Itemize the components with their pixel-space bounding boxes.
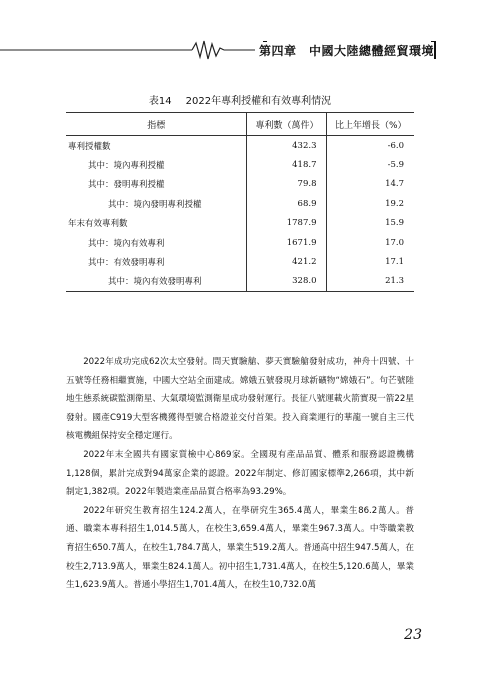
column-header: 指標 bbox=[66, 113, 247, 136]
row-yoy: -6.0 bbox=[327, 136, 414, 156]
paragraph: 2022年研究生教育招生124.2萬人，在學研究生365.4萬人，畢業生86.2萬人。普通、職業本專科招生1,014.5萬人，在校生3,659.4萬人，畢業生967.3萬人。中等職業教育招生650.7萬人，在校生1,784.7萬人，畢業生519.2萬人。普通高中招生947.5萬人，在校生2,713.9萬人，畢業生824.1萬人。初中招生1,731.4萬人，在校生5,120.6萬人，畢業生1,623.9萬人。普通小學招生1,701.4萬人，在校生10,732.0萬 bbox=[66, 505, 414, 591]
table-title: 2022年專利授權和有效專利情況 bbox=[185, 96, 332, 107]
paragraph: 2022年末全國共有國家質檢中心869家。全國現有產品品質、體系和服務認證機構1,128個，累計完成對94萬家企業的認證。2022年制定、修訂國家標準2,266項，其中新制定1,382項。2022年製造業產品品質合格率為93.29%。 bbox=[66, 449, 414, 498]
table-row bbox=[66, 155, 414, 174]
row-yoy: 19.2 bbox=[327, 194, 414, 213]
page-number: 23 bbox=[404, 627, 422, 643]
row-label: 其中：境內有效發明專利 bbox=[66, 272, 247, 292]
table-row bbox=[66, 214, 414, 233]
row-value: 68.9 bbox=[247, 194, 327, 213]
row-value: 432.3 bbox=[247, 136, 327, 156]
row-label: 其中：境內有效專利 bbox=[88, 238, 165, 249]
table-row bbox=[66, 136, 414, 156]
table-caption bbox=[0, 92, 480, 107]
row-label: 專利授權數 bbox=[68, 141, 111, 152]
column-header: 比上年增長（%） bbox=[327, 113, 414, 136]
row-value: 421.2 bbox=[247, 252, 327, 271]
table-row bbox=[66, 233, 414, 252]
row-value: 328.0 bbox=[247, 272, 327, 292]
row-yoy: 14.7 bbox=[327, 175, 414, 194]
row-value: 79.8 bbox=[247, 175, 327, 194]
table-header-row bbox=[66, 113, 414, 136]
table-row bbox=[66, 194, 414, 213]
row-yoy: 21.3 bbox=[327, 272, 414, 292]
column-header: 專利數（萬件） bbox=[247, 113, 327, 136]
row-value: 1671.9 bbox=[247, 233, 327, 252]
paragraph: 2022年成功完成62次太空發射。問天實驗艙、夢天實驗艙發射成功，神舟十四號、十五號等任務相繼實施，中國大空站全面建成。嫦娥五號發現月球新礦物“嫦娥石”。句芒號陸地生態系統碳監測衛星、大氣環境監測衛星成功發射運行。長征八號運載火箭實現一箭22星發射。國產C919大型客機獲得型號合格證並交付首架。投入商業運行的華龍一號自主三代核電機組保持安全穩定運行。 bbox=[66, 357, 414, 442]
patent-table bbox=[66, 112, 414, 292]
row-label: 其中：境內發明專利授權 bbox=[108, 199, 202, 210]
row-value: 418.7 bbox=[247, 155, 327, 174]
row-yoy: -5.9 bbox=[327, 155, 414, 174]
body-text bbox=[66, 353, 414, 595]
row-label: 其中：有效發明專利 bbox=[88, 258, 165, 269]
page-header bbox=[0, 38, 480, 62]
chapter-title: 第四章 中國大陸總體經貿環境 bbox=[255, 42, 434, 59]
row-value: 1787.9 bbox=[247, 214, 327, 233]
row-label: 年末有效專利數 bbox=[68, 219, 128, 230]
table-number: 表14 bbox=[148, 96, 172, 107]
row-yoy: 17.1 bbox=[327, 252, 414, 271]
row-yoy: 17.0 bbox=[327, 233, 414, 252]
table-row bbox=[66, 272, 414, 292]
row-label: 其中：發明專利授權 bbox=[88, 180, 165, 191]
table-row bbox=[66, 175, 414, 194]
row-label: 其中：境內專利授權 bbox=[88, 161, 165, 172]
row-yoy: 15.9 bbox=[327, 214, 414, 233]
table-row bbox=[66, 252, 414, 271]
